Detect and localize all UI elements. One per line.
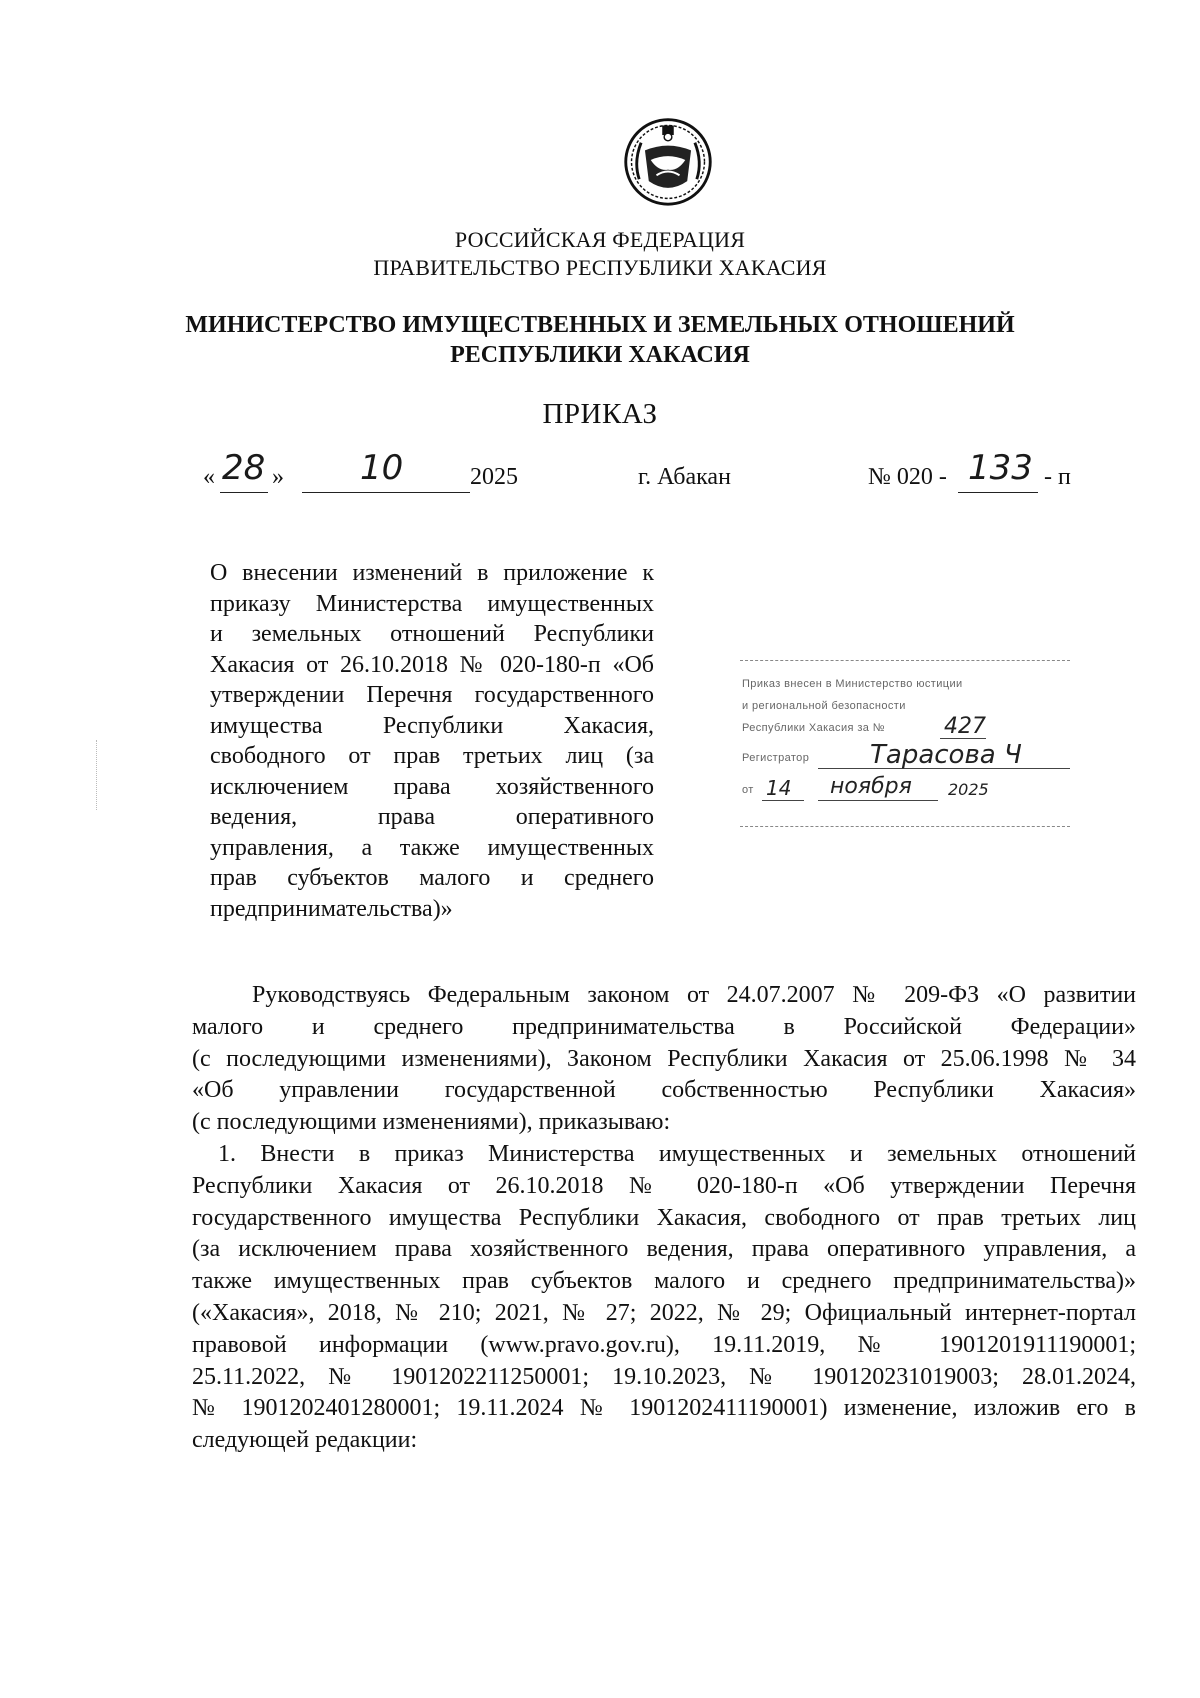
subject-line: и земельных отношений Республики bbox=[210, 621, 654, 647]
month-underline bbox=[302, 492, 470, 493]
body-line: «Об управлении государственной собственностью Республики Хакасия» bbox=[192, 1077, 1136, 1104]
subject-line: приказу Министерства имущественных bbox=[210, 590, 654, 617]
body-line: правовой информации (www.pravo.gov.ru), 19.11.2019, № 1901201911190001; bbox=[192, 1331, 1136, 1358]
coat-of-arms-icon bbox=[620, 112, 716, 208]
body-line: следующей редакции: bbox=[192, 1427, 418, 1454]
subject-line: предпринимательства)» bbox=[210, 895, 453, 922]
body-line: 1. Внести в приказ Министерства имущественных и земельных отношений bbox=[218, 1140, 1136, 1167]
stamp-day-underline bbox=[762, 800, 804, 801]
body-line: Республики Хакасия от 26.10.2018 № 020-180-п «Об утверждении Перечня bbox=[192, 1172, 1136, 1199]
registration-stamp bbox=[740, 656, 1080, 838]
city: г. Абакан bbox=[638, 464, 731, 490]
stamp-line: Приказ внесен в Министерство юстиции bbox=[742, 678, 963, 690]
handwritten-day: 28 bbox=[222, 448, 266, 488]
subject-line: Хакасия от 26.10.2018 № 020-180-п «Об bbox=[210, 651, 654, 678]
stamp-top-border bbox=[740, 660, 1070, 661]
subject-line: утверждении Перечня государственного bbox=[210, 682, 654, 708]
header-country: РОССИЙСКАЯ ФЕДЕРАЦИЯ bbox=[454, 227, 746, 252]
stamp-line: Республики Хакасия за № bbox=[742, 722, 885, 734]
body-line: государственного имущества Республики Хакасия, свободного от прав третьих лиц bbox=[192, 1204, 1136, 1231]
subject-line: имущества Республики Хакасия, bbox=[210, 712, 654, 739]
quote-open: « bbox=[203, 464, 215, 490]
stamp-reg-number: 427 bbox=[944, 714, 986, 739]
body-line: («Хакасия», 2018, № 210; 2021, № 27; 2022, № 29; Официальный интернет-портал bbox=[192, 1299, 1136, 1326]
stamp-reg-month: ноября bbox=[830, 774, 912, 799]
subject-line: свободного от прав третьих лиц (за bbox=[210, 743, 654, 769]
subject-line: О внесении изменений в приложение к bbox=[210, 560, 654, 586]
ministry-name-line1: МИНИСТЕРСТВО ИМУЩЕСТВЕННЫХ И ЗЕМЕЛЬНЫХ ОТНОШЕНИЙ bbox=[185, 312, 1015, 338]
body-line: также имущественных прав субъектов малого и среднего предпринимательства)» bbox=[192, 1268, 1136, 1295]
handwritten-month: 10 bbox=[360, 448, 404, 488]
subject-block bbox=[210, 558, 654, 924]
body-line: (с последующими изменениями), приказываю: bbox=[192, 1109, 671, 1136]
body-line: 25.11.2022, № 1901202211250001; 19.10.2023, № 190120231019003; 28.01.2024, bbox=[192, 1363, 1136, 1390]
stamp-line: и региональной безопасности bbox=[742, 700, 906, 712]
scan-margin-artifact bbox=[96, 740, 103, 810]
subject-line: ведения, права оперативного bbox=[210, 804, 654, 830]
year: 2025 bbox=[470, 464, 518, 490]
header-government: ПРАВИТЕЛЬСТВО РЕСПУБЛИКИ ХАКАСИЯ bbox=[373, 255, 827, 280]
stamp-reg-year: 2025 bbox=[948, 780, 989, 799]
ministry-name-line2: РЕСПУБЛИКИ ХАКАСИЯ bbox=[450, 342, 750, 368]
document-type-title: ПРИКАЗ bbox=[542, 398, 658, 430]
body-line: Руководствуясь Федеральным законом от 24.07.2007 № 209-ФЗ «О развитии bbox=[252, 982, 1136, 1008]
handwritten-number: 133 bbox=[968, 448, 1033, 488]
date-number-line bbox=[0, 448, 1200, 500]
subject-line: исключением права хозяйственного bbox=[210, 773, 654, 800]
stamp-registrar-signature: Тарасова Ч bbox=[870, 740, 1022, 770]
day-underline bbox=[220, 492, 268, 493]
stamp-month-underline bbox=[818, 800, 938, 801]
stamp-line: Регистратор bbox=[742, 752, 810, 764]
number-suffix: - п bbox=[1044, 464, 1071, 490]
body-line: (с последующими изменениями), Законом Республики Хакасия от 25.06.1998 № 34 bbox=[192, 1045, 1136, 1072]
quote-close: » bbox=[272, 464, 284, 490]
subject-line: прав субъектов малого и среднего bbox=[210, 865, 654, 891]
stamp-reg-day: 14 bbox=[766, 776, 792, 800]
stamp-bottom-border bbox=[740, 826, 1070, 827]
subject-line: управления, а также имущественных bbox=[210, 834, 654, 861]
body-line: № 1901202401280001; 19.11.2024 № 1901202411190001) изменение, изложив его в bbox=[192, 1395, 1136, 1422]
number-prefix: № 020 - bbox=[868, 464, 947, 490]
body-line: малого и среднего предпринимательства в Российской Федерации» bbox=[192, 1013, 1136, 1040]
stamp-line: от bbox=[742, 784, 754, 796]
body-line: (за исключением права хозяйственного ведения, права оперативного управления, а bbox=[192, 1236, 1136, 1263]
number-underline bbox=[958, 492, 1038, 493]
order-body bbox=[192, 980, 1136, 1457]
